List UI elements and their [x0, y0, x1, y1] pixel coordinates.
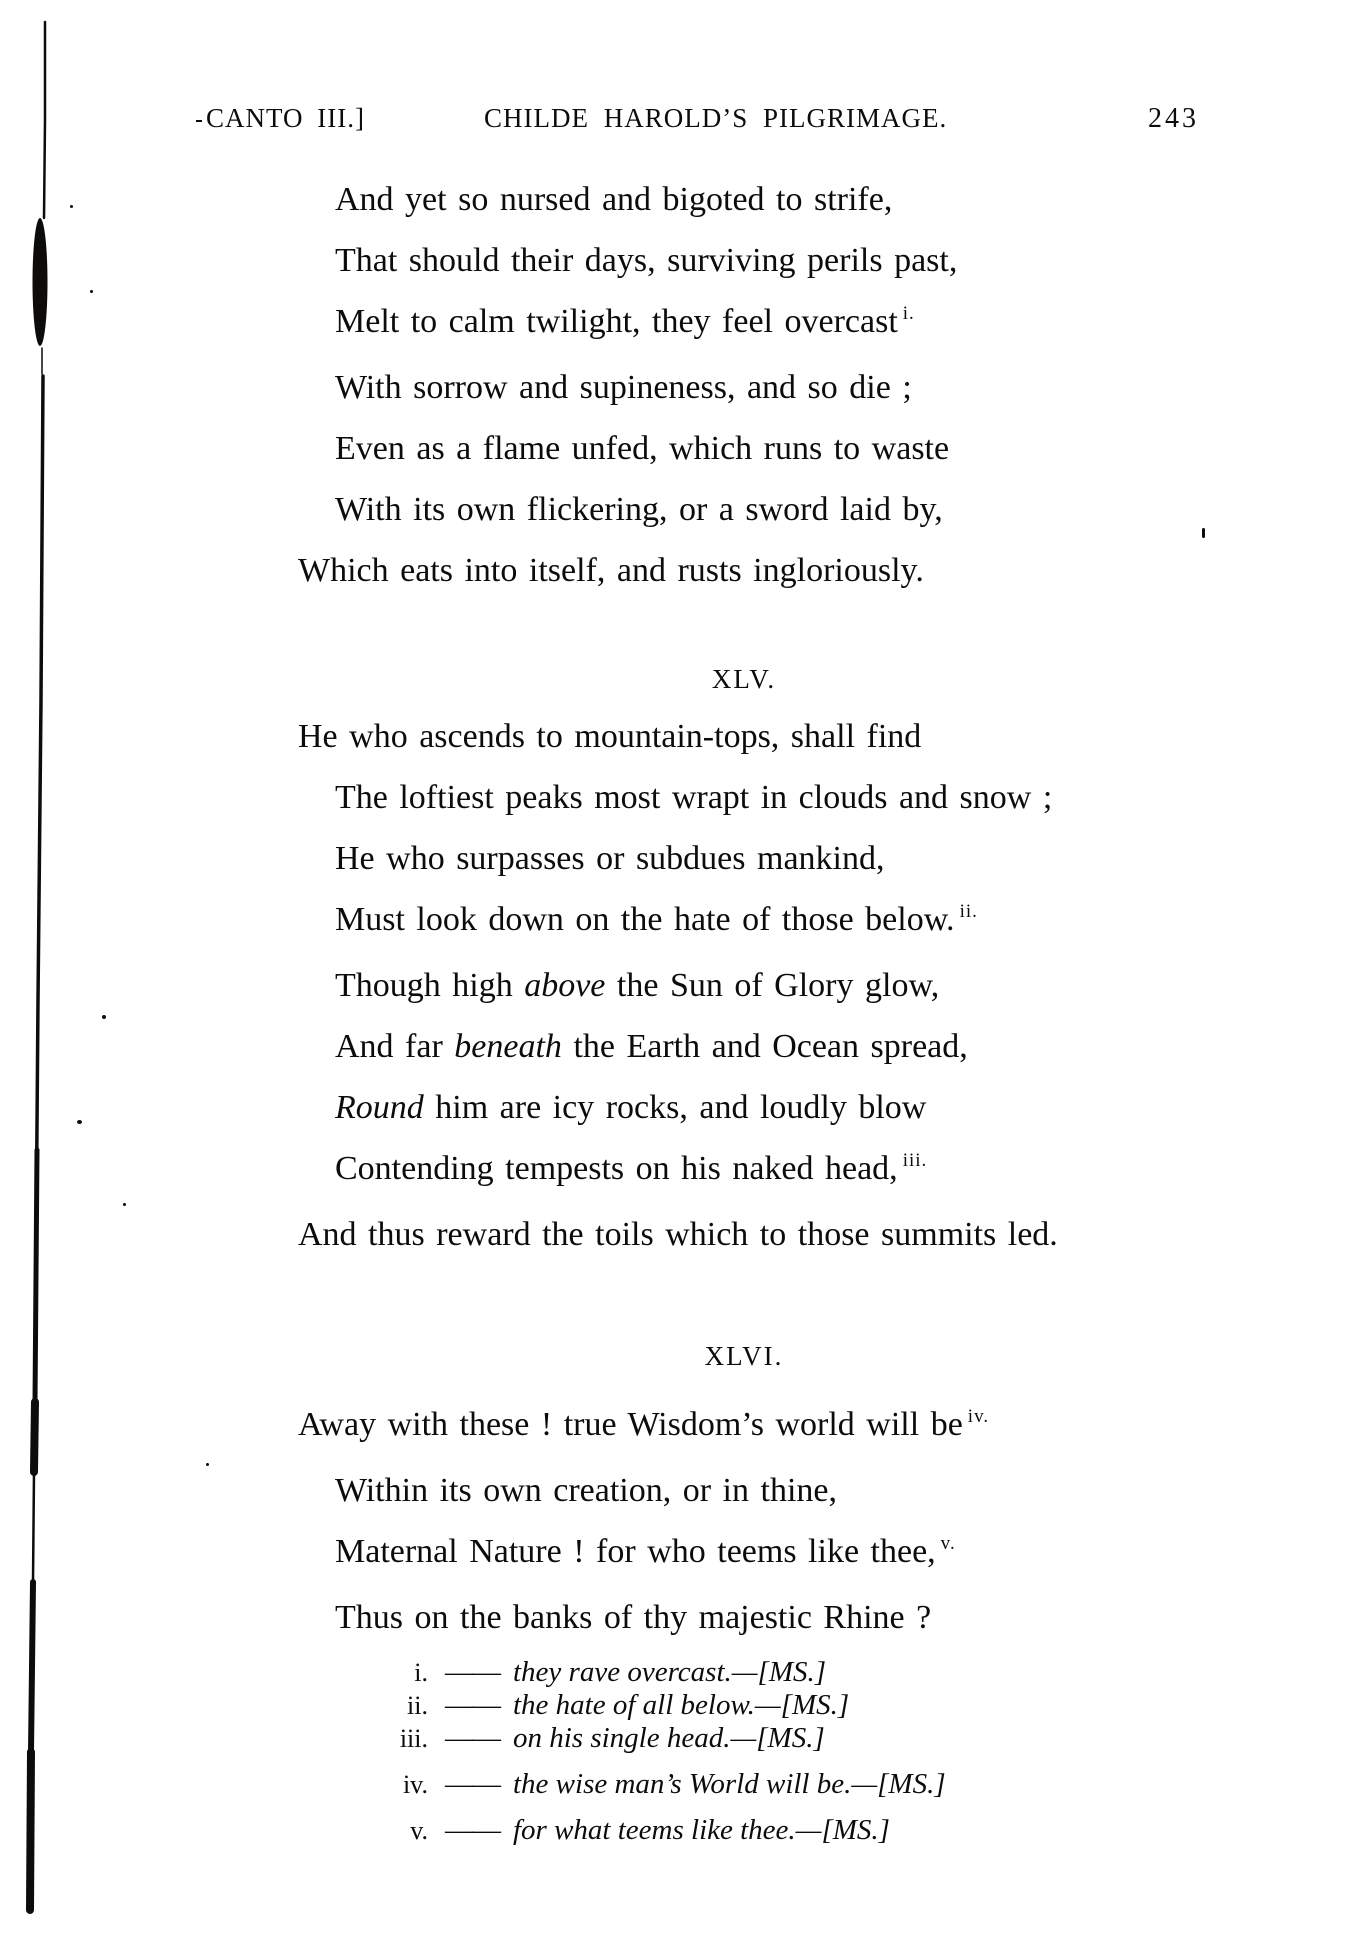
poem-line — [298, 357, 1190, 418]
line-text: Must look down on the hate of those below. — [335, 901, 955, 938]
footnote-marker: v. — [410, 1816, 428, 1845]
footnote-text: the wise man’s World will be.—[MS.] — [513, 1768, 946, 1800]
line-text: Thus on the banks of thy majestic Rhine ? — [335, 1599, 932, 1636]
stanza-xlv — [298, 664, 1190, 1265]
poem-line — [298, 828, 1190, 889]
scan-speck — [1202, 528, 1205, 538]
line-text: And thus reward the toils which to those summits led. — [298, 1216, 1058, 1253]
poem-line — [298, 1521, 1190, 1587]
line-text: With its own flickering, or a sword laid by, — [335, 491, 943, 528]
footnote — [380, 1768, 1351, 1801]
poem-line — [298, 169, 1190, 230]
line-text: Contending tempests on his naked head, — [335, 1150, 898, 1187]
page-number: 243 — [1148, 103, 1199, 134]
footnote-ref: ii. — [959, 901, 978, 922]
running-title: CHILDE HAROLD’S PILGRIMAGE. — [484, 103, 948, 133]
line-text: the Earth and Ocean spread, — [561, 1028, 968, 1065]
footnote — [380, 1814, 1351, 1847]
poem-line — [298, 706, 1190, 767]
footnote-marker: iii. — [399, 1724, 428, 1753]
line-text: beneath — [454, 1028, 562, 1065]
stanza-xlvi — [298, 1341, 1190, 1648]
scan-speck — [90, 290, 93, 293]
footnote-dash: —— — [445, 1689, 499, 1721]
line-text: Within its own creation, or in thine, — [335, 1472, 837, 1509]
line-text: Though high — [335, 967, 525, 1004]
stanza-xliv-continued — [298, 169, 1190, 601]
line-text: him are icy rocks, and loudly blow — [423, 1089, 927, 1126]
poem-line — [298, 1016, 1190, 1077]
scan-speck — [77, 1120, 82, 1124]
footnote-dash: —— — [445, 1722, 499, 1754]
poem-line — [298, 1394, 1190, 1460]
poem-line — [298, 1204, 1190, 1265]
poem-line — [298, 418, 1190, 479]
line-text: Which eats into itself, and rusts ingloriously. — [298, 552, 924, 589]
stanza-heading: XLVI. — [704, 1341, 784, 1371]
poem-line — [298, 230, 1190, 291]
line-text: Round — [335, 1089, 424, 1126]
footnote-marker: ii. — [407, 1691, 428, 1720]
line-text: Away with these ! true Wisdom’s world will be — [298, 1406, 963, 1443]
footnote — [380, 1722, 1351, 1755]
line-text: Even as a flame unfed, which runs to waste — [335, 430, 950, 467]
footnote-ref: iii. — [902, 1150, 928, 1171]
poem-body — [298, 169, 1190, 1648]
line-text: The loftiest peaks most wrapt in clouds and snow ; — [335, 779, 1053, 816]
poem-line — [298, 1077, 1190, 1138]
line-text: Maternal Nature ! for who teems like thee, — [335, 1533, 936, 1570]
scan-speck — [123, 1203, 126, 1206]
poem-line — [298, 540, 1190, 601]
poem-line — [298, 291, 1190, 357]
footnote-ref: iv. — [967, 1406, 990, 1427]
stanza-heading: XLV. — [711, 664, 777, 694]
footnotes — [0, 1656, 1351, 1847]
footnote-ref: i. — [902, 303, 915, 324]
line-text: He who surpasses or subdues mankind, — [335, 840, 885, 877]
scan-speck — [206, 1463, 209, 1466]
poem-line — [298, 1138, 1190, 1204]
scan-speck — [70, 205, 73, 208]
footnote-marker: i. — [414, 1658, 428, 1687]
line-text: That should their days, surviving perils past, — [335, 242, 958, 279]
scan-artifact-line — [0, 0, 70, 1946]
poem-line — [298, 767, 1190, 828]
line-text: above — [524, 967, 606, 1004]
footnote-text: for what teems like thee.—[MS.] — [513, 1814, 890, 1846]
footnote-dash: —— — [445, 1656, 499, 1688]
line-text: And yet so nursed and bigoted to strife, — [335, 181, 893, 218]
footnote-text: on his single head.—[MS.] — [513, 1722, 825, 1754]
poem-line — [298, 889, 1190, 955]
line-text: And far — [335, 1028, 455, 1065]
footnote-text: the hate of all below.—[MS.] — [513, 1689, 850, 1721]
poem-line — [298, 1587, 1190, 1648]
line-text: With sorrow and supineness, and so die ; — [335, 369, 912, 406]
canto-label: CANTO III.] — [206, 103, 365, 133]
footnote — [380, 1656, 1351, 1689]
poem-line — [298, 1460, 1190, 1521]
footnote-ref: v. — [940, 1533, 956, 1554]
line-text: He who ascends to mountain-tops, shall find — [298, 718, 922, 755]
footnote-dash: —— — [445, 1768, 499, 1800]
line-text: Melt to calm twilight, they feel overcast — [335, 303, 898, 340]
footnote-text: they rave overcast.—[MS.] — [513, 1656, 827, 1688]
poem-line — [298, 955, 1190, 1016]
scan-speck — [102, 1015, 106, 1019]
footnote-dash: —— — [445, 1814, 499, 1846]
page-header — [0, 103, 1351, 139]
footnote — [380, 1689, 1351, 1722]
footnote-marker: iv. — [402, 1770, 428, 1799]
line-text: the Sun of Glory glow, — [605, 967, 940, 1004]
poem-line — [298, 479, 1190, 540]
